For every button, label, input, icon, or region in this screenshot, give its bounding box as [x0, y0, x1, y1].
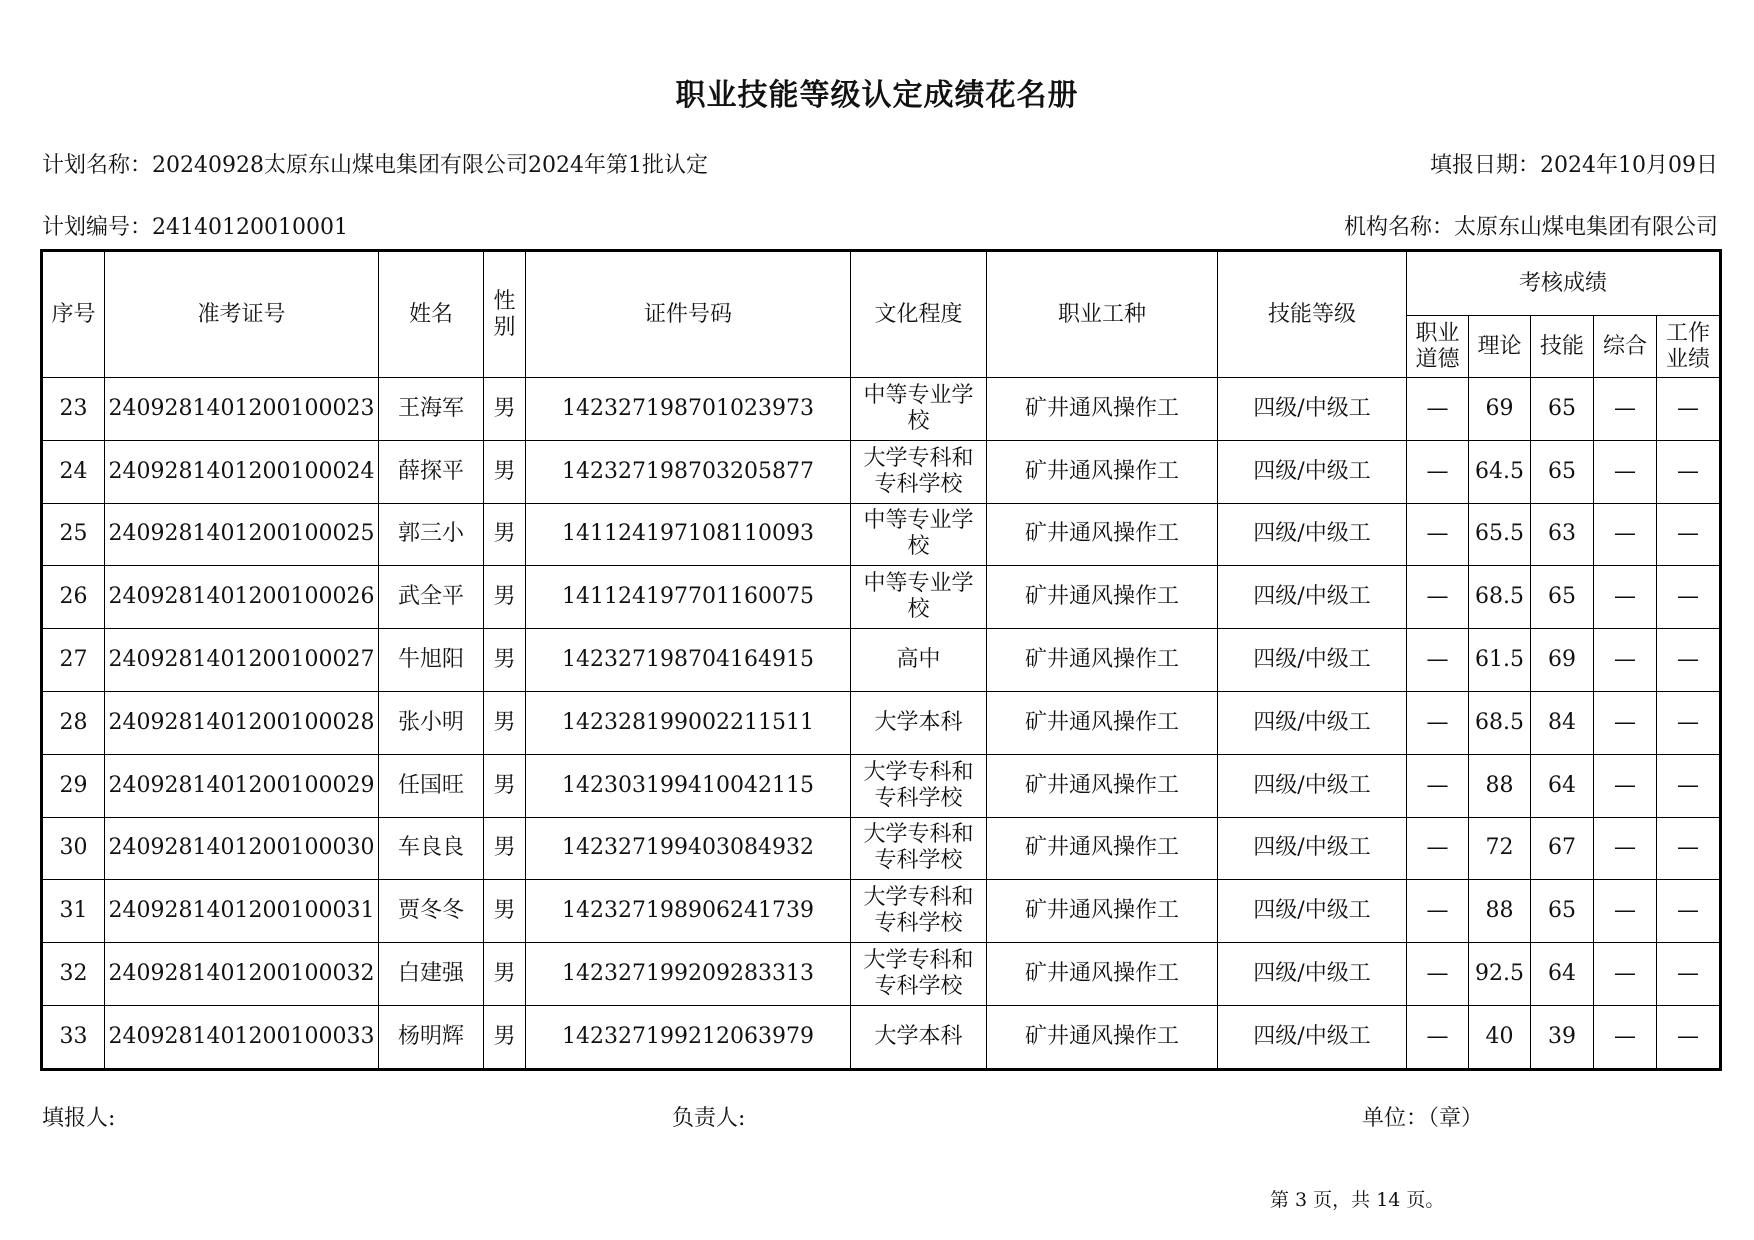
plan-number — [42, 210, 348, 241]
cell-job: 矿井通风操作工 — [987, 691, 1218, 754]
table-row — [43, 754, 1720, 817]
fill-date-label: 填报日期： — [1430, 153, 1541, 178]
cell-ticket: 2409281401200100030 — [105, 817, 379, 880]
cell-skill: 65 — [1531, 378, 1594, 441]
cell-seq: 30 — [43, 817, 105, 880]
organization-value: 太原东山煤电集团有限公司 — [1453, 215, 1718, 240]
cell-theory: 68.5 — [1469, 566, 1531, 629]
cell-theory: 72 — [1469, 817, 1531, 880]
cell-job: 矿井通风操作工 — [987, 754, 1218, 817]
cell-ethics: — — [1407, 754, 1469, 817]
cell-id: 142327199403084932 — [526, 817, 851, 880]
cell-gender: 男 — [484, 629, 526, 692]
cell-ticket: 2409281401200100027 — [105, 629, 379, 692]
cell-seq: 26 — [43, 566, 105, 629]
cell-id: 142303199410042115 — [526, 754, 851, 817]
cell-performance: — — [1657, 691, 1720, 754]
cell-theory: 61.5 — [1469, 629, 1531, 692]
cell-id: 142327199209283313 — [526, 943, 851, 1006]
cell-job: 矿井通风操作工 — [987, 503, 1218, 566]
header-job: 职业工种 — [987, 252, 1218, 378]
cell-performance: — — [1657, 880, 1720, 943]
cell-skill: 65 — [1531, 880, 1594, 943]
cell-level: 四级/中级工 — [1218, 754, 1407, 817]
cell-performance: — — [1657, 943, 1720, 1006]
cell-level: 四级/中级工 — [1218, 629, 1407, 692]
cell-overall: — — [1594, 378, 1657, 441]
cell-theory: 88 — [1469, 754, 1531, 817]
cell-level: 四级/中级工 — [1218, 691, 1407, 754]
cell-id: 141124197108110093 — [526, 503, 851, 566]
table-row — [43, 691, 1720, 754]
cell-ticket: 2409281401200100024 — [105, 440, 379, 503]
cell-theory: 68.5 — [1469, 691, 1531, 754]
cell-performance: — — [1657, 754, 1720, 817]
fill-date-value: 2024年10月09日 — [1540, 153, 1718, 178]
cell-education: 大学本科 — [851, 691, 987, 754]
cell-skill: 84 — [1531, 691, 1594, 754]
cell-ethics: — — [1407, 378, 1469, 441]
cell-education: 中等专业学校 — [851, 566, 987, 629]
cell-gender: 男 — [484, 943, 526, 1006]
cell-ethics: — — [1407, 1005, 1469, 1068]
cell-education: 大学本科 — [851, 1005, 987, 1068]
cell-education: 大学专科和专科学校 — [851, 440, 987, 503]
cell-ethics: — — [1407, 503, 1469, 566]
cell-ticket: 2409281401200100026 — [105, 566, 379, 629]
cell-overall: — — [1594, 1005, 1657, 1068]
table-row — [43, 378, 1720, 441]
document-title: 职业技能等级认定成绩花名册 — [675, 78, 1079, 113]
cell-name: 郭三小 — [379, 503, 484, 566]
page-number: 第 3 页，共 14 页。 — [1270, 1189, 1445, 1211]
header-overall: 综合 — [1594, 316, 1657, 378]
header-scores: 考核成绩 — [1407, 252, 1720, 316]
cell-education: 大学专科和专科学校 — [851, 754, 987, 817]
table-row — [43, 817, 1720, 880]
cell-job: 矿井通风操作工 — [987, 440, 1218, 503]
cell-ticket: 2409281401200100032 — [105, 943, 379, 1006]
cell-seq: 32 — [43, 943, 105, 1006]
cell-name: 王海军 — [379, 378, 484, 441]
cell-name: 薛探平 — [379, 440, 484, 503]
cell-performance: — — [1657, 1005, 1720, 1068]
cell-ethics: — — [1407, 440, 1469, 503]
cell-theory: 69 — [1469, 378, 1531, 441]
cell-id: 142327199212063979 — [526, 1005, 851, 1068]
cell-job: 矿井通风操作工 — [987, 1005, 1218, 1068]
plan-name-label: 计划名称： — [42, 153, 153, 178]
cell-theory: 88 — [1469, 880, 1531, 943]
cell-seq: 25 — [43, 503, 105, 566]
cell-job: 矿井通风操作工 — [987, 817, 1218, 880]
cell-name: 白建强 — [379, 943, 484, 1006]
cell-overall: — — [1594, 943, 1657, 1006]
header-theory: 理论 — [1469, 316, 1531, 378]
cell-gender: 男 — [484, 378, 526, 441]
table-row — [43, 629, 1720, 692]
cell-name: 车良良 — [379, 817, 484, 880]
cell-overall: — — [1594, 754, 1657, 817]
unit-label: 单位：（章） — [1362, 1106, 1484, 1131]
cell-overall: — — [1594, 566, 1657, 629]
cell-id: 142328199002211511 — [526, 691, 851, 754]
cell-theory: 65.5 — [1469, 503, 1531, 566]
cell-level: 四级/中级工 — [1218, 817, 1407, 880]
table-row — [43, 566, 1720, 629]
cell-level: 四级/中级工 — [1218, 503, 1407, 566]
cell-level: 四级/中级工 — [1218, 378, 1407, 441]
cell-ethics: — — [1407, 817, 1469, 880]
cell-skill: 67 — [1531, 817, 1594, 880]
cell-name: 任国旺 — [379, 754, 484, 817]
cell-skill: 39 — [1531, 1005, 1594, 1068]
cell-performance: — — [1657, 817, 1720, 880]
cell-gender: 男 — [484, 440, 526, 503]
header-gender: 性别 — [484, 252, 526, 378]
cell-ethics: — — [1407, 566, 1469, 629]
table-body — [43, 378, 1720, 1069]
table-row — [43, 943, 1720, 1006]
cell-gender: 男 — [484, 1005, 526, 1068]
cell-job: 矿井通风操作工 — [987, 566, 1218, 629]
cell-name: 杨明辉 — [379, 1005, 484, 1068]
table-row — [43, 880, 1720, 943]
cell-education: 高中 — [851, 629, 987, 692]
plan-name — [42, 148, 708, 179]
cell-level: 四级/中级工 — [1218, 566, 1407, 629]
cell-performance: — — [1657, 629, 1720, 692]
cell-id: 142327198704164915 — [526, 629, 851, 692]
cell-theory: 92.5 — [1469, 943, 1531, 1006]
score-roster-table — [42, 251, 1720, 1069]
cell-theory: 40 — [1469, 1005, 1531, 1068]
cell-ethics: — — [1407, 629, 1469, 692]
cell-gender: 男 — [484, 503, 526, 566]
cell-name: 武全平 — [379, 566, 484, 629]
cell-overall: — — [1594, 691, 1657, 754]
cell-education: 中等专业学校 — [851, 503, 987, 566]
cell-overall: — — [1594, 503, 1657, 566]
organization-label: 机构名称： — [1343, 215, 1454, 240]
cell-performance: — — [1657, 503, 1720, 566]
table-row — [43, 503, 1720, 566]
cell-ethics: — — [1407, 943, 1469, 1006]
cell-education: 大学专科和专科学校 — [851, 943, 987, 1006]
cell-id: 142327198906241739 — [526, 880, 851, 943]
fill-date — [1430, 148, 1718, 179]
organization — [1344, 210, 1718, 241]
plan-name-value: 20240928太原东山煤电集团有限公司2024年第1批认定 — [152, 153, 708, 178]
header-ethics: 职业道德 — [1407, 316, 1469, 378]
cell-skill: 64 — [1531, 754, 1594, 817]
table-row — [43, 1005, 1720, 1068]
cell-skill: 65 — [1531, 566, 1594, 629]
cell-ticket: 2409281401200100025 — [105, 503, 379, 566]
cell-performance: — — [1657, 378, 1720, 441]
cell-skill: 65 — [1531, 440, 1594, 503]
cell-overall: — — [1594, 817, 1657, 880]
cell-theory: 64.5 — [1469, 440, 1531, 503]
cell-performance: — — [1657, 440, 1720, 503]
cell-seq: 33 — [43, 1005, 105, 1068]
cell-gender: 男 — [484, 754, 526, 817]
cell-overall: — — [1594, 440, 1657, 503]
cell-gender: 男 — [484, 817, 526, 880]
cell-job: 矿井通风操作工 — [987, 378, 1218, 441]
cell-seq: 29 — [43, 754, 105, 817]
cell-overall: — — [1594, 629, 1657, 692]
cell-name: 牛旭阳 — [379, 629, 484, 692]
cell-level: 四级/中级工 — [1218, 880, 1407, 943]
cell-level: 四级/中级工 — [1218, 943, 1407, 1006]
cell-ticket: 2409281401200100029 — [105, 754, 379, 817]
cell-seq: 28 — [43, 691, 105, 754]
cell-ticket: 2409281401200100031 — [105, 880, 379, 943]
cell-gender: 男 — [484, 566, 526, 629]
cell-id: 141124197701160075 — [526, 566, 851, 629]
manager-label: 负责人: — [672, 1106, 746, 1131]
header-ticket: 准考证号 — [105, 252, 379, 378]
cell-skill: 63 — [1531, 503, 1594, 566]
header-seq: 序号 — [43, 252, 105, 378]
cell-education: 大学专科和专科学校 — [851, 880, 987, 943]
cell-skill: 69 — [1531, 629, 1594, 692]
plan-number-label: 计划编号： — [42, 215, 153, 240]
header-id: 证件号码 — [526, 252, 851, 378]
plan-number-value: 24140120010001 — [152, 215, 348, 240]
cell-skill: 64 — [1531, 943, 1594, 1006]
cell-ethics: — — [1407, 880, 1469, 943]
cell-performance: — — [1657, 566, 1720, 629]
cell-job: 矿井通风操作工 — [987, 629, 1218, 692]
cell-overall: — — [1594, 880, 1657, 943]
header-level: 技能等级 — [1218, 252, 1407, 378]
cell-seq: 31 — [43, 880, 105, 943]
cell-ticket: 2409281401200100028 — [105, 691, 379, 754]
cell-job: 矿井通风操作工 — [987, 943, 1218, 1006]
filler-label: 填报人: — [42, 1106, 116, 1131]
cell-seq: 27 — [43, 629, 105, 692]
header-skill: 技能 — [1531, 316, 1594, 378]
cell-level: 四级/中级工 — [1218, 440, 1407, 503]
header-name: 姓名 — [379, 252, 484, 378]
cell-ticket: 2409281401200100033 — [105, 1005, 379, 1068]
cell-ticket: 2409281401200100023 — [105, 378, 379, 441]
cell-gender: 男 — [484, 691, 526, 754]
cell-seq: 23 — [43, 378, 105, 441]
table-row — [43, 440, 1720, 503]
cell-name: 贾冬冬 — [379, 880, 484, 943]
cell-id: 142327198701023973 — [526, 378, 851, 441]
cell-level: 四级/中级工 — [1218, 1005, 1407, 1068]
header-performance: 工作业绩 — [1657, 316, 1720, 378]
cell-id: 142327198703205877 — [526, 440, 851, 503]
cell-seq: 24 — [43, 440, 105, 503]
cell-ethics: — — [1407, 691, 1469, 754]
cell-education: 大学专科和专科学校 — [851, 817, 987, 880]
cell-gender: 男 — [484, 880, 526, 943]
cell-name: 张小明 — [379, 691, 484, 754]
cell-education: 中等专业学校 — [851, 378, 987, 441]
cell-job: 矿井通风操作工 — [987, 880, 1218, 943]
header-education: 文化程度 — [851, 252, 987, 378]
